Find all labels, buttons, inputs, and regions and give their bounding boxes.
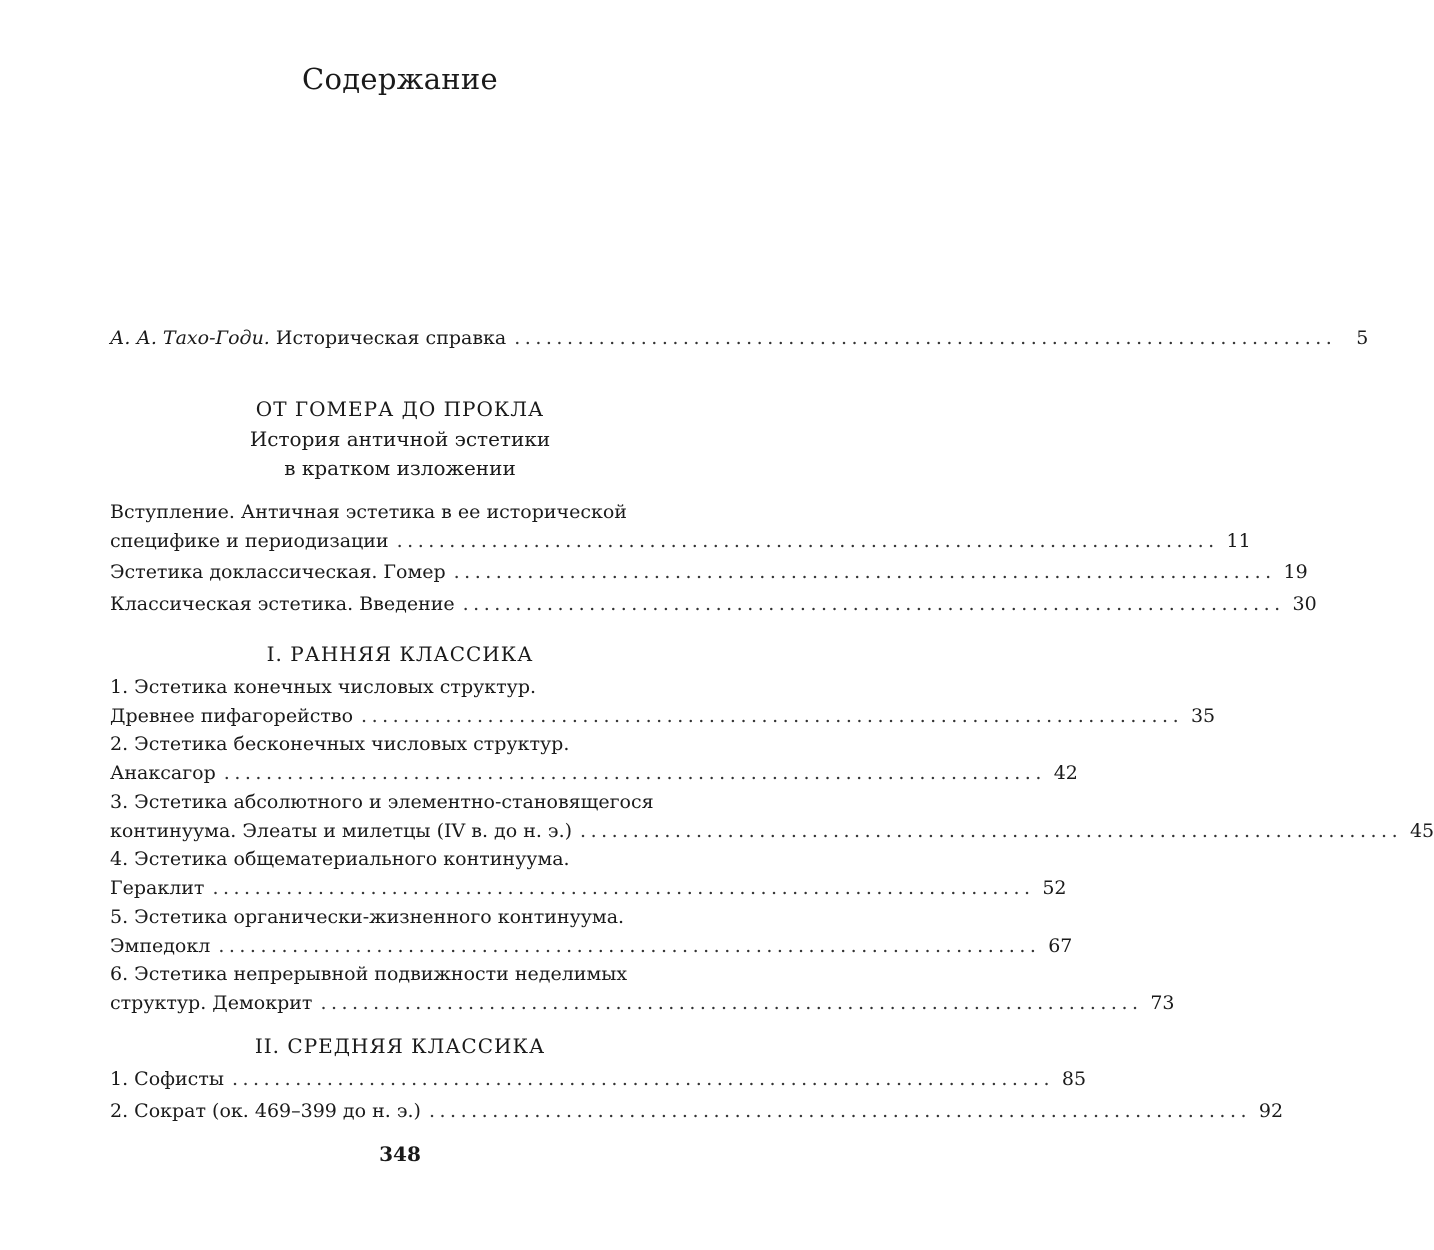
leader-dots: .............................................................................. xyxy=(396,530,1219,552)
toc-entry-title-line2: структур. Демокрит xyxy=(110,992,313,1014)
leader-dots: .............................................................................. xyxy=(361,705,1184,727)
toc-entry-title: 2. Сократ (ок. 469–399 до н. э.) xyxy=(110,1100,421,1122)
toc-entry-page: 30 xyxy=(1292,593,1317,615)
toc-entry-title-line2: Анаксагор xyxy=(110,762,216,784)
toc-entry-title-line2: Древнее пифагорейство xyxy=(110,705,354,727)
leader-dots: .............................................................................. xyxy=(580,820,1403,842)
toc-entry-preclassical[interactable] xyxy=(110,558,1308,587)
toc-entry-title-line2: континуума. Элеаты и милетцы (IV в. до н. э.) xyxy=(110,820,573,842)
toc-entry-page: 11 xyxy=(1226,530,1251,552)
toc-entry-title: Эстетика доклассическая. Гомер xyxy=(110,561,446,583)
toc-entry-page: 52 xyxy=(1042,877,1067,899)
toc-entry-page: 85 xyxy=(1061,1068,1087,1090)
toc-entry-title-line2: специфике и периодизации xyxy=(110,530,389,552)
toc-entry-title-line1: 4. Эстетика общематериального континуума. xyxy=(110,848,570,870)
part-subtitle-line1: История античной эстетики xyxy=(249,427,551,451)
toc-entry-historical-note[interactable] xyxy=(110,324,1369,353)
toc-entry-title-line2: Эмпедокл xyxy=(110,935,211,957)
page-number: 348 xyxy=(379,1142,421,1166)
leader-dots: .............................................................................. xyxy=(223,762,1046,784)
toc-entry-title-line1: Вступление. Античная эстетика в ее исторической xyxy=(110,501,627,523)
leader-dots: .............................................................................. xyxy=(231,1068,1055,1090)
toc-entry-classical-intro[interactable] xyxy=(110,590,1317,619)
toc-entry-page: 73 xyxy=(1150,992,1175,1014)
toc-entry-title-line1: 6. Эстетика непрерывной подвижности неделимых xyxy=(110,963,628,985)
toc-entry-page: 19 xyxy=(1283,561,1308,583)
toc-entry-introduction[interactable] xyxy=(110,498,1251,556)
toc-entry-page: 67 xyxy=(1048,935,1073,957)
leader-dots: .............................................................................. xyxy=(320,992,1143,1014)
toc-entry-page: 42 xyxy=(1053,762,1078,784)
toc-entry-page: 92 xyxy=(1258,1100,1284,1122)
toc-entry-page: 35 xyxy=(1190,705,1216,727)
toc-entry-author: А. А. Тахо-Годи. xyxy=(110,327,270,349)
page-title: Содержание xyxy=(301,62,499,96)
leader-dots: .............................................................................. xyxy=(212,877,1035,899)
toc-entry-title: Классическая эстетика. Введение xyxy=(110,593,455,615)
leader-dots: .............................................................................. xyxy=(428,1100,1252,1122)
part-subtitle-line2: в кратком изложении xyxy=(284,456,516,480)
leader-dots: .............................................................................. xyxy=(218,935,1041,957)
toc-entry-s1-4[interactable] xyxy=(110,845,1067,903)
toc-entry-s1-6[interactable] xyxy=(110,960,1175,1018)
leader-dots: .............................................................................. xyxy=(514,327,1337,349)
toc-entry-title: Историческая справка xyxy=(269,327,507,349)
toc-entry-s1-2[interactable] xyxy=(110,730,1078,788)
section-heading-middle-classic: II. СРЕДНЯЯ КЛАССИКА xyxy=(254,1034,546,1058)
toc-entry-page: 5 xyxy=(1356,327,1369,349)
toc-entry-title-line1: 1. Эстетика конечных числовых структур. xyxy=(110,676,537,698)
toc-entry-s1-3[interactable] xyxy=(110,788,1434,846)
toc-entry-title-line1: 2. Эстетика бесконечных числовых структур. xyxy=(110,733,570,755)
toc-entry-s2-1[interactable] xyxy=(110,1065,1087,1094)
toc-entry-title-line1: 3. Эстетика абсолютного и элементно-становящегося xyxy=(110,791,654,813)
toc-entry-s2-2[interactable] xyxy=(110,1097,1284,1126)
toc-entry-s1-1[interactable] xyxy=(110,673,1216,731)
toc-entry-page: 45 xyxy=(1409,820,1434,842)
toc-entry-title-line2: Гераклит xyxy=(110,877,205,899)
leader-dots: .............................................................................. xyxy=(462,593,1285,615)
toc-entry-s1-5[interactable] xyxy=(110,903,1073,961)
part-heading: ОТ ГОМЕРА ДО ПРОКЛА xyxy=(255,397,545,421)
leader-dots: .............................................................................. xyxy=(453,561,1276,583)
toc-entry-title-line1: 5. Эстетика органически-жизненного континуума. xyxy=(110,906,625,928)
section-heading-early-classic: I. РАННЯЯ КЛАССИКА xyxy=(266,642,534,666)
toc-entry-title: 1. Софисты xyxy=(110,1068,224,1090)
